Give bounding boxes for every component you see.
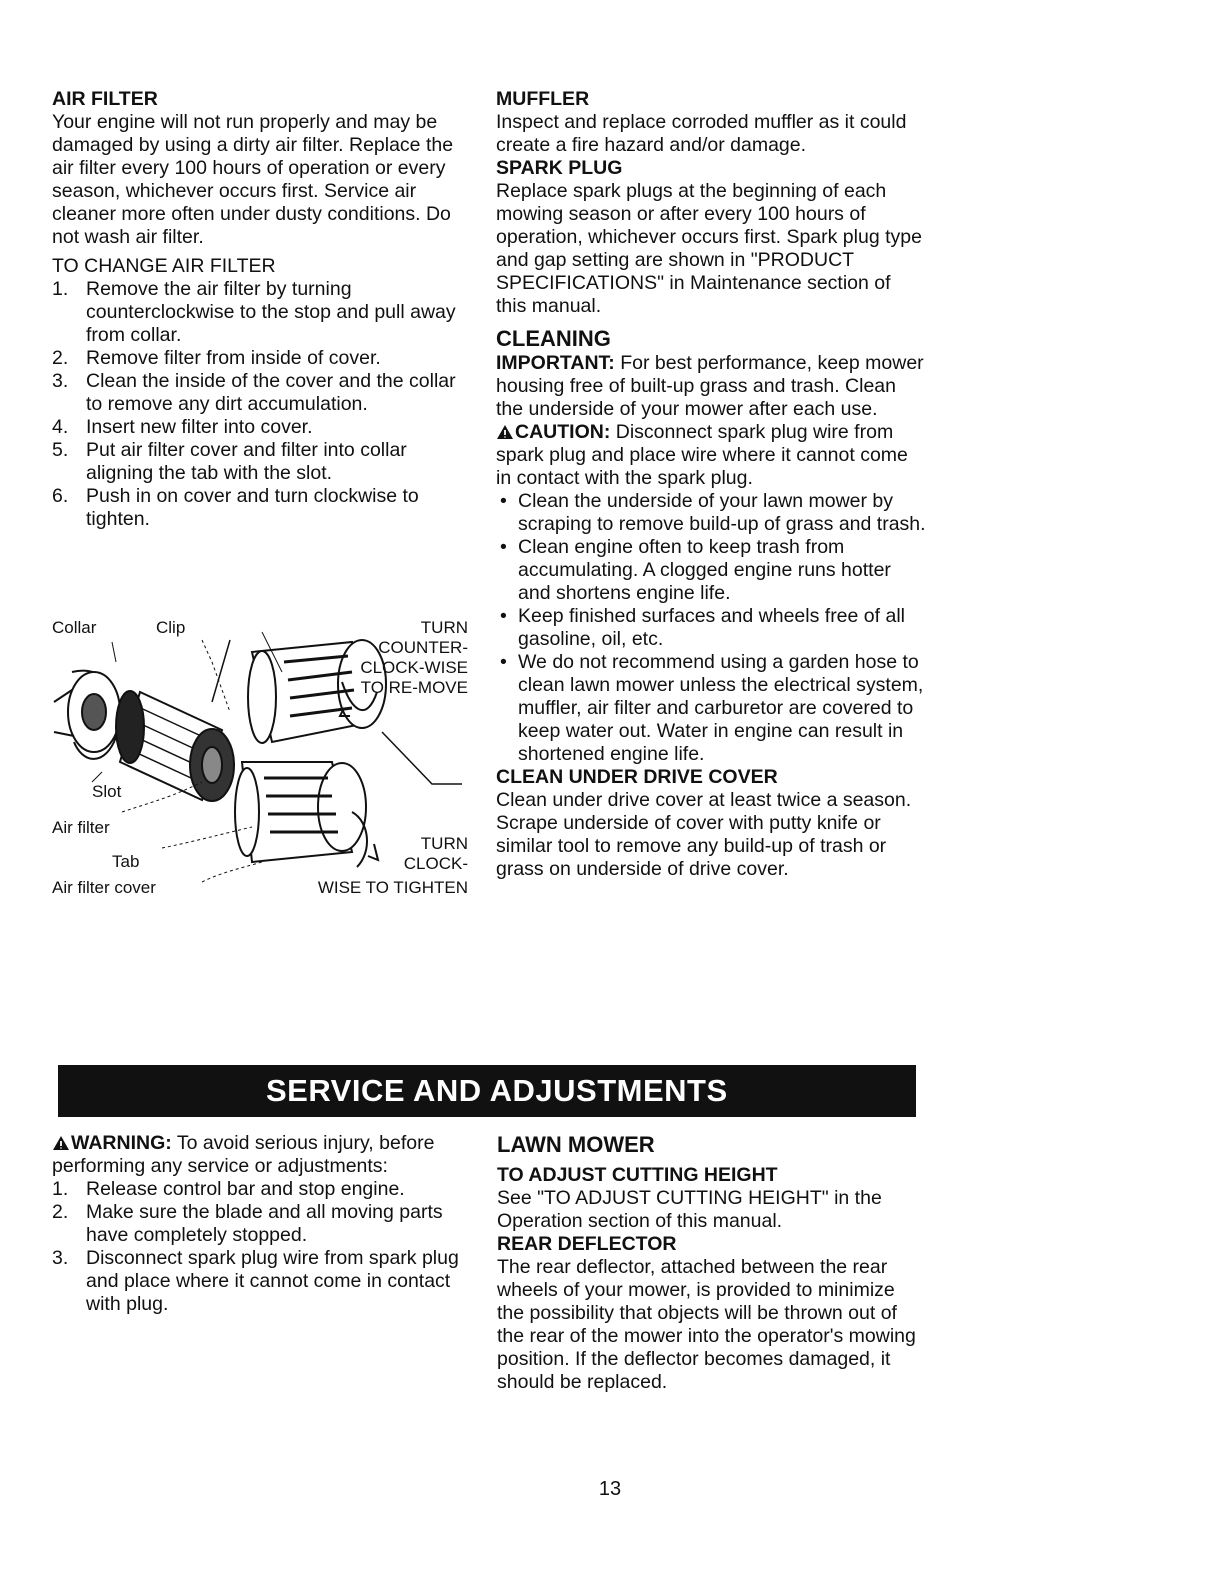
list-item: 1. Remove the air filter by turning counterclockwise to the stop and pull away from collar.	[52, 278, 456, 346]
air-filter-intro: Your engine will not run properly and may be damaged by using a dirty air filter. Replace the air filter every 100 hours of operation or every season, whichever occurs first. Service air cleaner more often under dusty conditions. Do not wash air filter.	[52, 111, 454, 248]
air-filter-cover-label: Air filter cover	[52, 878, 156, 897]
change-air-filter-heading: TO CHANGE AIR FILTER	[52, 255, 276, 277]
spark-plug-heading: SPARK PLUG	[496, 157, 623, 179]
cutting-height-text: See "TO ADJUST CUTTING HEIGHT" in the Operation section of this manual.	[497, 1187, 882, 1232]
list-item: • Keep finished surfaces and wheels free of all gasoline, oil, etc.	[496, 605, 926, 651]
list-item: 2. Remove filter from inside of cover.	[52, 347, 381, 369]
warning-steps	[52, 1178, 472, 1316]
cutting-height-heading: TO ADJUST CUTTING HEIGHT	[497, 1164, 778, 1186]
muffler-heading: MUFFLER	[496, 88, 590, 110]
air-filter-section	[52, 88, 472, 531]
warning-label: WARNING:	[71, 1132, 172, 1154]
muffler-text: Inspect and replace corroded muffler as it could create a fire hazard and/or damage.	[496, 111, 907, 156]
turn-clockwise-label-1: TURN CLOCK-	[403, 834, 468, 873]
drive-cover-text: Clean under drive cover at least twice a season. Scrape underside of cover with putty knife or similar tool to remove any build-up of trash or grass on underside of drive cover.	[496, 789, 912, 880]
caution-icon	[496, 424, 514, 440]
list-item: • Clean engine often to keep trash from accumulating. A clogged engine runs hotter and shortens engine life.	[496, 536, 926, 605]
drive-cover-heading: CLEAN UNDER DRIVE COVER	[496, 766, 778, 788]
list-item: 2. Make sure the blade and all moving parts have completely stopped.	[52, 1201, 443, 1246]
warning-icon	[52, 1135, 70, 1151]
lawn-mower-section	[497, 1132, 927, 1394]
warning-note: WARNING: To avoid serious injury, before performing any service or adjustments:	[52, 1132, 435, 1177]
caution-label: CAUTION:	[515, 421, 611, 443]
important-note: IMPORTANT: For best performance, keep mower housing free of built-up grass and trash. Clean the underside of your mower after each use.	[496, 352, 924, 420]
list-item: 3. Disconnect spark plug wire from spark plug and place where it cannot come in contact with plug.	[52, 1247, 459, 1315]
list-item: • We do not recommend using a garden hose to clean lawn mower unless the electrical system, muffler, air filter and carburetor are covered to keep water out. Water in engine can result in shortened engine life.	[496, 651, 926, 766]
air-filter-heading: AIR FILTER	[52, 88, 158, 110]
list-item: 6. Push in on cover and turn clockwise to tighten.	[52, 485, 419, 530]
turn-counterclockwise-label: TURN COUNTER-CLOCK-WISE TO RE-MOVE	[360, 618, 468, 697]
tab-label: Tab	[112, 852, 140, 871]
air-filter-label: Air filter	[52, 818, 110, 837]
page-number: 13	[598, 1478, 622, 1500]
slot-label: Slot	[92, 782, 122, 801]
list-item: 4. Insert new filter into cover.	[52, 416, 313, 438]
spark-plug-text: Replace spark plugs at the beginning of each mowing season or after every 100 hours of operation, whichever occurs first. Spark plug type and gap setting are shown in "PRODUCT SPECIFICATIONS" in Maintenance section of this manual.	[496, 180, 922, 317]
important-label: IMPORTANT:	[496, 352, 615, 374]
collar-label: Collar	[52, 618, 97, 637]
rear-deflector-heading: REAR DEFLECTOR	[497, 1233, 677, 1255]
air-filter-steps	[52, 278, 472, 531]
air-filter-diagram	[52, 612, 482, 912]
warning-section	[52, 1132, 472, 1316]
list-item: • Clean the underside of your lawn mower by scraping to remove build-up of grass and trash.	[496, 490, 926, 536]
turn-clockwise-label-2: WISE TO TIGHTEN	[317, 878, 468, 897]
list-item: 3. Clean the inside of the cover and the collar to remove any dirt accumulation.	[52, 370, 456, 415]
list-item: 5. Put air filter cover and filter into collar aligning the tab with the slot.	[52, 439, 407, 484]
section-banner: SERVICE AND ADJUSTMENTS	[58, 1065, 916, 1117]
cleaning-bullets	[496, 490, 926, 766]
caution-note: CAUTION: Disconnect spark plug wire from spark plug and place wire where it cannot come in contact with the spark plug.	[496, 421, 908, 489]
list-item: 1. Release control bar and stop engine.	[52, 1178, 405, 1200]
cleaning-heading: CLEANING	[496, 326, 611, 351]
right-column	[496, 88, 926, 881]
clip-label: Clip	[156, 618, 186, 637]
rear-deflector-text: The rear deflector, attached between the rear wheels of your mower, is provided to minimize the possibility that objects will be thrown out of the rear of the mower into the operator's mowing position. If the deflector becomes damaged, it should be replaced.	[497, 1256, 916, 1393]
lawn-mower-heading: LAWN MOWER	[497, 1132, 655, 1157]
